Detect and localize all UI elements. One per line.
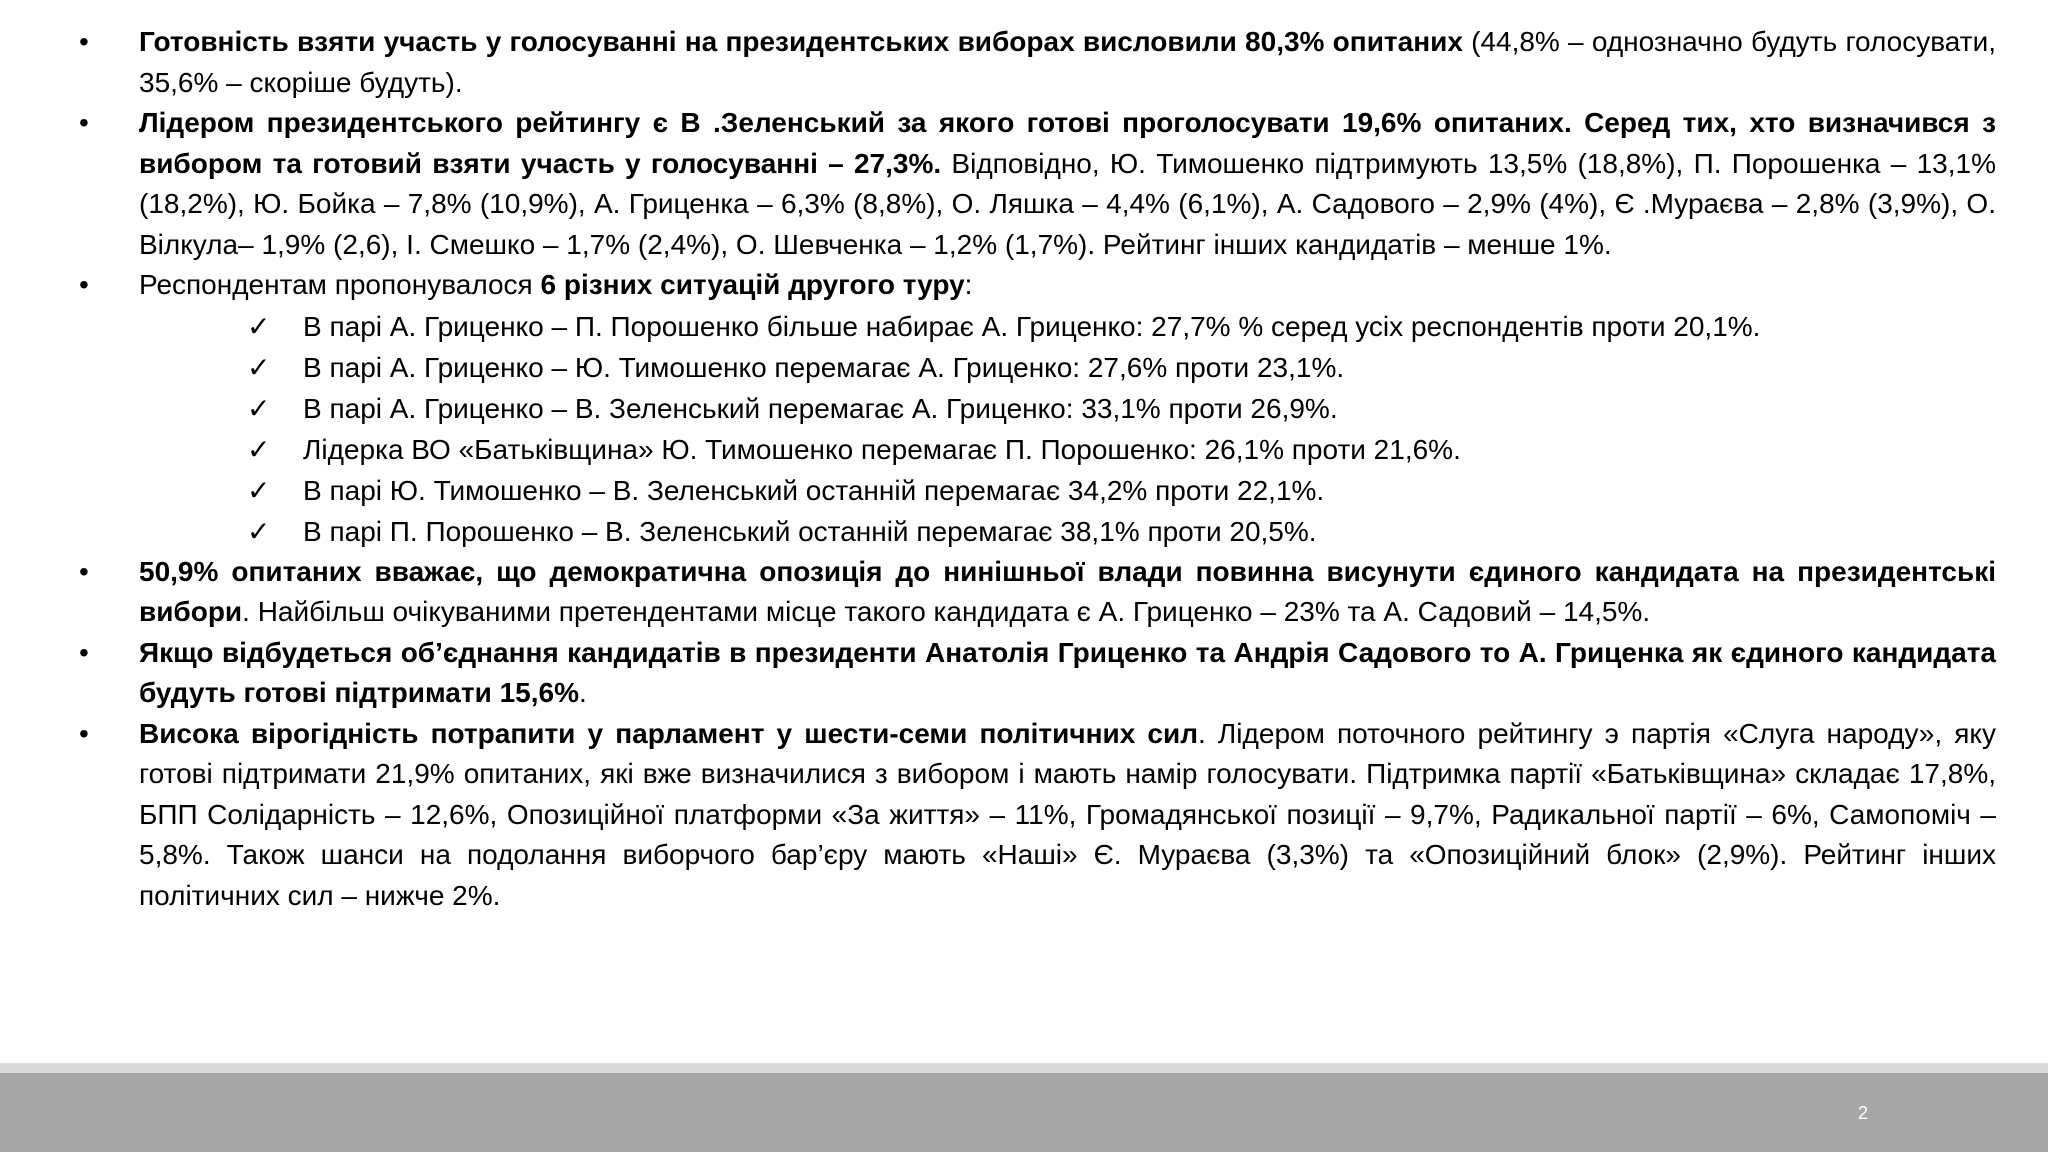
footer-bar	[0, 1073, 2048, 1152]
scenario-item	[247, 347, 2003, 388]
bullet-turnout-text: (44,8% – однозначно будуть голосувати, 35,6% – скоріше будуть).	[139, 26, 1996, 98]
page-number: 2	[1858, 1103, 1869, 1123]
bullet-marker: •	[79, 555, 89, 587]
slide-content	[0, 22, 2048, 1032]
bullet-union-text: .	[578, 677, 587, 708]
scenario-item	[247, 511, 2003, 552]
checkmark-icon: ✓	[247, 473, 271, 507]
checkmark-icon: ✓	[247, 432, 271, 466]
bullet-second-round-post: :	[964, 269, 973, 300]
bullet-single-candidate-bold: 50,9% опитаних вважає, що демократична опозиція до нинішньої влади повинна висунути єдиного кандидата на президентські вибори	[139, 555, 1996, 627]
scenario-item	[247, 388, 2003, 429]
scenario-text: Лідерка ВО «Батьківщина» Ю. Тимошенко перемагає П. Порошенко: 26,1% проти 21,6%.	[303, 433, 1461, 465]
footer-divider	[0, 1063, 2048, 1073]
bullet-rating-text: Відповідно, Ю. Тимошенко підтримують 13,5% (18,8%), П. Порошенка – 13,1% (18,2%), Ю. Бойка – 7,8% (10,9%), А. Гриценка – 6,3% (8,8%), О. Ляшка – 4,4% (6,1%), А. Садового – 2,9% (4%), Є .Мураєва – 2,8% (3,9%), О. Вілкула– 1,9% (2,6), І. Смешко – 1,7% (2,4%), О. Шевченка – 1,2% (1,7%). Рейтинг інших кандидатів – менше 1%.	[139, 147, 1996, 260]
bullet-single-candidate	[79, 552, 1996, 633]
bullet-second-round-pre: Респондентам пропонувалося	[139, 269, 541, 300]
bullet-presidential-rating	[79, 103, 1996, 265]
scenario-text: В парі А. Гриценко – В. Зеленський перемагає А. Гриценко: 33,1% проти 26,9%.	[303, 392, 1338, 424]
scenario-text: В парі Ю. Тимошенко – В. Зеленський останній перемагає 34,2% проти 22,1%.	[303, 474, 1325, 506]
bullet-turnout	[79, 22, 1996, 103]
scenario-item	[247, 470, 2003, 511]
bullet-turnout-bold: Готовність взяти участь у голосуванні на президентських виборах висловили 80,3% опитаних	[139, 26, 1463, 57]
scenario-text: В парі А. Гриценко – Ю. Тимошенко перемагає А. Гриценко: 27,6% проти 23,1%.	[303, 351, 1345, 383]
bullet-second-round-bold: 6 різних ситуацій другого туру	[540, 269, 965, 300]
bullet-marker: •	[79, 636, 89, 668]
scenario-text: В парі П. Порошенко – В. Зеленський останній перемагає 38,1% проти 20,5%.	[303, 515, 1317, 547]
bullet-parliament	[79, 714, 1996, 917]
bullet-rating-bold: Лідером президентського рейтингу є В .Зеленський за якого готові проголосувати 19,6% опитаних. Серед тих, хто визначився з вибором та готовий взяти участь у голосуванні – 27,3%.	[139, 107, 1996, 179]
scenario-item	[247, 306, 2003, 347]
bullet-parliament-text: . Лідером поточного рейтингу э партія «Слуга народу», яку готові підтримати 21,9% опитаних, які вже визначилися з вибором і мають намір голосувати. Підтримка партії «Батьківщина» складає 17,8%, БПП Солідарність – 12,6%, Опозиційної платформи «За життя» – 11%, Громадянської позиції – 9,7%, Радикальної партії – 6%, Самопоміч – 5,8%. Також шанси на подолання виборчого бар’єру мають «Наші» Є. Мураєва (3,3%) та «Опозиційний блок» (2,9%). Рейтинг інших політичних сил – нижче 2%.	[139, 717, 1996, 911]
bullet-marker: •	[79, 26, 89, 57]
checkmark-icon: ✓	[247, 391, 271, 425]
bullet-single-candidate-text: . Найбільш очікуваними претендентами місце такого кандидата є А. Гриценко – 23% та А. Садовий – 14,5%.	[242, 596, 1651, 627]
checkmark-icon: ✓	[247, 350, 271, 384]
bullet-marker: •	[79, 717, 89, 749]
bullet-union	[79, 633, 1996, 714]
bullet-marker: •	[79, 107, 89, 138]
bullet-union-bold: Якщо відбудеться об’єднання кандидатів в президенти Анатолія Гриценко та Андрія Садового то А. Гриценка як єдиного кандидата будуть готові підтримати 15,6%	[139, 636, 1996, 708]
bullet-marker: •	[79, 269, 89, 300]
scenario-item	[247, 429, 2003, 470]
checkmark-icon: ✓	[247, 514, 271, 548]
bullet-second-round-intro	[79, 265, 1996, 306]
scenario-text: В парі А. Гриценко – П. Порошенко більше набирає А. Гриценко: 27,7% % серед усіх респондентів проти 20,1%.	[303, 310, 1761, 342]
bullet-parliament-bold: Висока вірогідність потрапити у парламент у шести-семи політичних сил	[139, 717, 1198, 749]
checkmark-icon: ✓	[247, 309, 271, 343]
